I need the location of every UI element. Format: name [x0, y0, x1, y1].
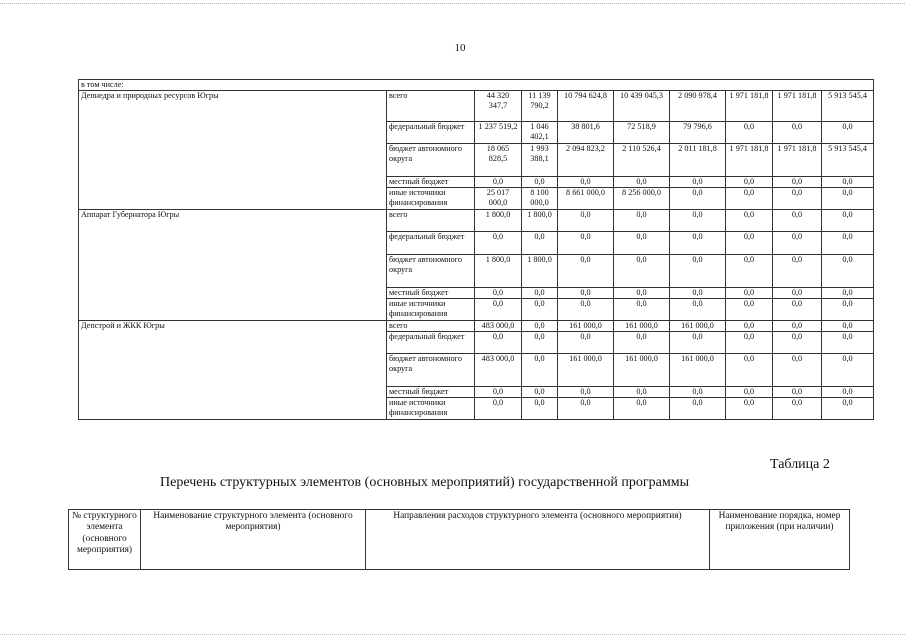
- amount-cell: 38 801,6: [558, 122, 614, 144]
- amount-cell: 0,0: [475, 299, 522, 321]
- amount-cell: 0,0: [614, 332, 670, 354]
- amount-cell: 0,0: [670, 177, 726, 188]
- amount-cell: 8 256 000,0: [614, 188, 670, 210]
- funding-source: всего: [387, 321, 475, 332]
- amount-cell: 0,0: [558, 232, 614, 255]
- page-number: 10: [454, 42, 466, 54]
- amount-cell: 0,0: [475, 398, 522, 420]
- amount-cell: 11 139 790,2: [522, 91, 558, 122]
- funding-source: местный бюджет: [387, 177, 475, 188]
- table2-header: [68, 509, 850, 570]
- amount-cell: 0,0: [822, 210, 874, 232]
- table2-header-name: Наименование структурного элемента (основного мероприятия): [141, 510, 366, 570]
- amount-cell: 1 993 388,1: [522, 144, 558, 177]
- amount-cell: 0,0: [822, 387, 874, 398]
- amount-cell: 0,0: [614, 299, 670, 321]
- amount-cell: 0,0: [670, 387, 726, 398]
- amount-cell: 0,0: [726, 288, 773, 299]
- amount-cell: 0,0: [773, 354, 822, 387]
- table2-header-number: № структурного элемента (основного мероприятия): [69, 510, 141, 570]
- intro-label: в том числе:: [79, 80, 874, 91]
- funding-source: бюджет автономного округа: [387, 354, 475, 387]
- amount-cell: 161 000,0: [614, 354, 670, 387]
- table2-header-procedure: Наименование порядка, номер приложения (при наличии): [710, 510, 850, 570]
- amount-cell: 44 320 347,7: [475, 91, 522, 122]
- amount-cell: 2 094 823,2: [558, 144, 614, 177]
- executor-name: Депстрой и ЖКК Югры: [79, 321, 387, 420]
- amount-cell: 0,0: [558, 387, 614, 398]
- amount-cell: 0,0: [773, 332, 822, 354]
- amount-cell: 1 971 181,8: [773, 91, 822, 122]
- amount-cell: 0,0: [822, 321, 874, 332]
- amount-cell: 161 000,0: [670, 354, 726, 387]
- amount-cell: 0,0: [822, 332, 874, 354]
- finance-table: [78, 79, 874, 420]
- amount-cell: 5 913 545,4: [822, 91, 874, 122]
- amount-cell: 0,0: [670, 332, 726, 354]
- amount-cell: 0,0: [522, 288, 558, 299]
- funding-source: всего: [387, 210, 475, 232]
- funding-source: всего: [387, 91, 475, 122]
- amount-cell: 0,0: [726, 299, 773, 321]
- amount-cell: 0,0: [475, 288, 522, 299]
- amount-cell: 1 971 181,8: [726, 91, 773, 122]
- amount-cell: 5 913 545,4: [822, 144, 874, 177]
- finance-row: [79, 91, 874, 122]
- amount-cell: 1 800,0: [522, 255, 558, 288]
- amount-cell: 0,0: [558, 299, 614, 321]
- amount-cell: 483 000,0: [475, 321, 522, 332]
- amount-cell: 0,0: [726, 122, 773, 144]
- amount-cell: 0,0: [522, 299, 558, 321]
- amount-cell: 0,0: [726, 332, 773, 354]
- amount-cell: 1 800,0: [475, 210, 522, 232]
- amount-cell: 0,0: [773, 232, 822, 255]
- amount-cell: 161 000,0: [558, 354, 614, 387]
- amount-cell: 0,0: [773, 255, 822, 288]
- amount-cell: 0,0: [558, 332, 614, 354]
- amount-cell: 0,0: [773, 288, 822, 299]
- amount-cell: 0,0: [670, 232, 726, 255]
- amount-cell: 0,0: [558, 288, 614, 299]
- amount-cell: 2 011 181,8: [670, 144, 726, 177]
- amount-cell: 0,0: [670, 188, 726, 210]
- amount-cell: 0,0: [773, 177, 822, 188]
- amount-cell: 0,0: [670, 255, 726, 288]
- amount-cell: 0,0: [773, 321, 822, 332]
- funding-source: иные источники финансирования: [387, 188, 475, 210]
- funding-source: бюджет автономного округа: [387, 255, 475, 288]
- amount-cell: 0,0: [475, 232, 522, 255]
- amount-cell: 8 661 000,0: [558, 188, 614, 210]
- amount-cell: 10 794 624,8: [558, 91, 614, 122]
- amount-cell: 0,0: [558, 210, 614, 232]
- amount-cell: 1 971 181,8: [726, 144, 773, 177]
- amount-cell: 0,0: [522, 332, 558, 354]
- amount-cell: 0,0: [522, 354, 558, 387]
- funding-source: местный бюджет: [387, 288, 475, 299]
- amount-cell: 0,0: [773, 398, 822, 420]
- funding-source: федеральный бюджет: [387, 232, 475, 255]
- amount-cell: 0,0: [726, 177, 773, 188]
- amount-cell: 1 971 181,8: [773, 144, 822, 177]
- amount-cell: 0,0: [522, 387, 558, 398]
- amount-cell: 0,0: [670, 210, 726, 232]
- amount-cell: 0,0: [614, 255, 670, 288]
- amount-cell: 0,0: [773, 387, 822, 398]
- amount-cell: 0,0: [522, 321, 558, 332]
- amount-cell: 0,0: [822, 122, 874, 144]
- amount-cell: 0,0: [822, 255, 874, 288]
- amount-cell: 0,0: [475, 177, 522, 188]
- amount-cell: 0,0: [726, 398, 773, 420]
- amount-cell: 0,0: [558, 177, 614, 188]
- amount-cell: 161 000,0: [614, 321, 670, 332]
- amount-cell: 0,0: [726, 387, 773, 398]
- amount-cell: 0,0: [822, 232, 874, 255]
- amount-cell: 0,0: [822, 354, 874, 387]
- amount-cell: 0,0: [475, 387, 522, 398]
- amount-cell: 0,0: [726, 232, 773, 255]
- amount-cell: 8 100 000,0: [522, 188, 558, 210]
- amount-cell: 10 439 045,3: [614, 91, 670, 122]
- amount-cell: 0,0: [614, 398, 670, 420]
- amount-cell: 2 110 526,4: [614, 144, 670, 177]
- amount-cell: 2 090 978,4: [670, 91, 726, 122]
- amount-cell: 0,0: [822, 188, 874, 210]
- amount-cell: 0,0: [822, 299, 874, 321]
- amount-cell: 79 796,6: [670, 122, 726, 144]
- amount-cell: 0,0: [522, 177, 558, 188]
- finance-row: [79, 321, 874, 332]
- amount-cell: 0,0: [822, 177, 874, 188]
- funding-source: федеральный бюджет: [387, 122, 475, 144]
- funding-source: местный бюджет: [387, 387, 475, 398]
- amount-cell: 0,0: [614, 232, 670, 255]
- amount-cell: 0,0: [558, 398, 614, 420]
- amount-cell: 0,0: [614, 177, 670, 188]
- amount-cell: 0,0: [822, 398, 874, 420]
- amount-cell: 161 000,0: [670, 321, 726, 332]
- amount-cell: 0,0: [614, 288, 670, 299]
- table2-title: Перечень структурных элементов (основных мероприятий) государственной программы: [160, 475, 689, 490]
- amount-cell: 161 000,0: [558, 321, 614, 332]
- amount-cell: 1 800,0: [475, 255, 522, 288]
- amount-cell: 1 237 519,2: [475, 122, 522, 144]
- amount-cell: 483 000,0: [475, 354, 522, 387]
- funding-source: иные источники финансирования: [387, 299, 475, 321]
- executor-name: Депнедра и природных ресурсов Югры: [79, 91, 387, 210]
- amount-cell: 0,0: [773, 122, 822, 144]
- funding-source: федеральный бюджет: [387, 332, 475, 354]
- amount-cell: 0,0: [670, 398, 726, 420]
- amount-cell: 0,0: [522, 398, 558, 420]
- amount-cell: 0,0: [670, 299, 726, 321]
- amount-cell: 72 518,9: [614, 122, 670, 144]
- amount-cell: 0,0: [670, 288, 726, 299]
- finance-row: [79, 210, 874, 232]
- amount-cell: 1 800,0: [522, 210, 558, 232]
- amount-cell: 25 017 000,0: [475, 188, 522, 210]
- amount-cell: 0,0: [522, 232, 558, 255]
- amount-cell: 0,0: [726, 321, 773, 332]
- amount-cell: 0,0: [726, 354, 773, 387]
- amount-cell: 0,0: [475, 332, 522, 354]
- amount-cell: 1 046 402,1: [522, 122, 558, 144]
- amount-cell: 18 065 828,5: [475, 144, 522, 177]
- scan-edge-top: [0, 3, 905, 4]
- amount-cell: 0,0: [773, 188, 822, 210]
- table2-header-directions: Направления расходов структурного элемента (основного мероприятия): [366, 510, 710, 570]
- amount-cell: 0,0: [726, 188, 773, 210]
- amount-cell: 0,0: [558, 255, 614, 288]
- funding-source: бюджет автономного округа: [387, 144, 475, 177]
- executor-name: Аппарат Губернатора Югры: [79, 210, 387, 321]
- funding-source: иные источники финансирования: [387, 398, 475, 420]
- amount-cell: 0,0: [726, 255, 773, 288]
- amount-cell: 0,0: [822, 288, 874, 299]
- amount-cell: 0,0: [726, 210, 773, 232]
- amount-cell: 0,0: [773, 299, 822, 321]
- amount-cell: 0,0: [614, 387, 670, 398]
- amount-cell: 0,0: [614, 210, 670, 232]
- amount-cell: 0,0: [773, 210, 822, 232]
- scan-edge-bottom: [0, 634, 905, 635]
- table2-label: Таблица 2: [770, 457, 830, 472]
